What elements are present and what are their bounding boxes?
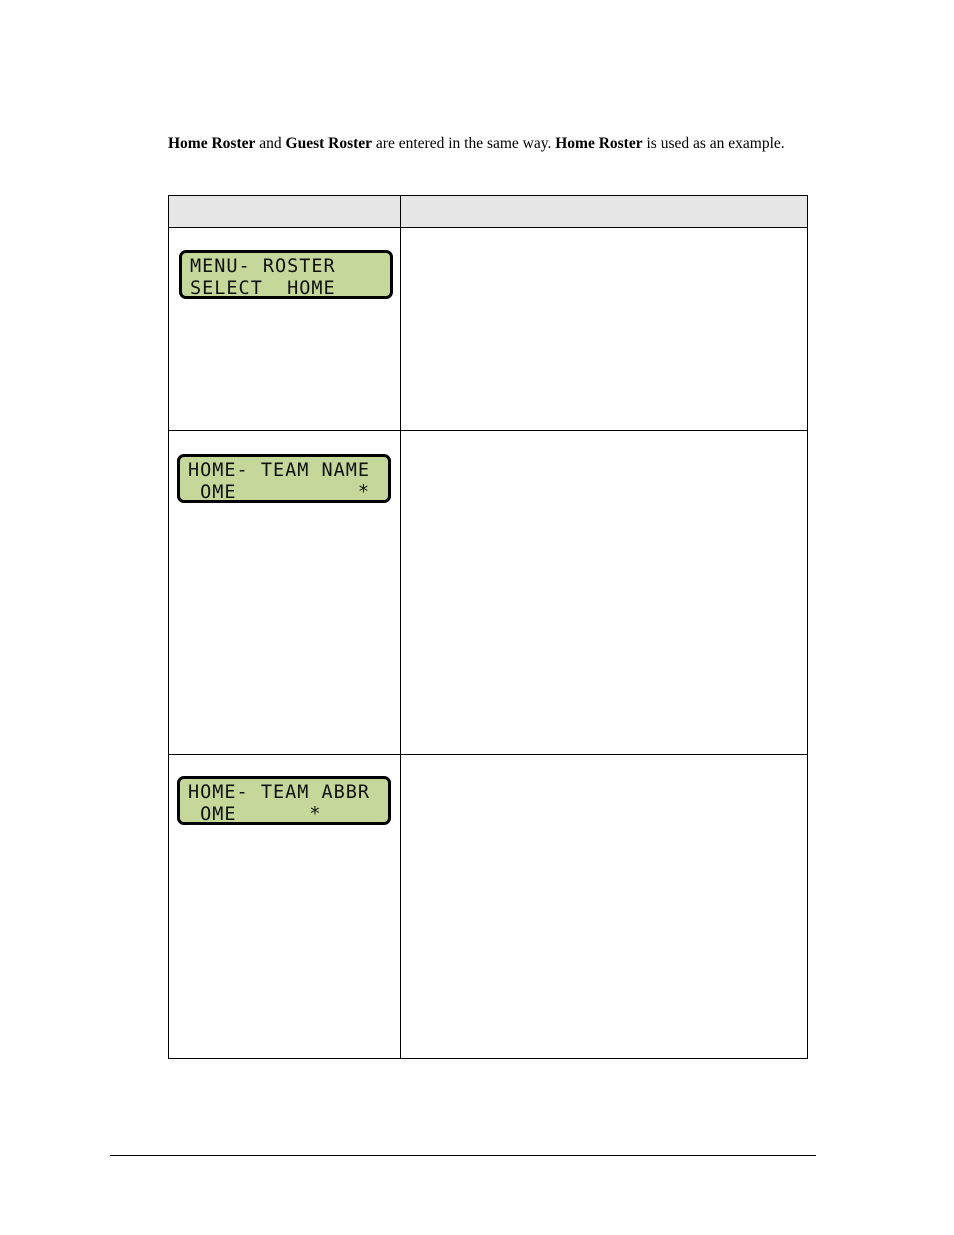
intro-bold-home-roster-2: Home Roster [555,135,643,152]
lcd-display [179,250,393,299]
intro-text-3: is used as an example. [642,135,785,152]
action-cell [401,228,808,431]
roster-steps-table [168,195,808,1059]
intro-paragraph [168,133,798,154]
lcd-line-1: HOME- TEAM ABBR [188,782,371,803]
table-row [169,431,808,755]
lcd-line-1: HOME- TEAM NAME [188,460,371,481]
header-display-cell [169,196,401,228]
lcd-display [177,454,391,503]
table-row [169,228,808,431]
header-action-cell [401,196,808,228]
action-cell [401,755,808,1059]
display-cell [169,228,401,431]
lcd-line-2: _OME * [188,482,371,503]
table-row [169,755,808,1059]
intro-bold-home-roster: Home Roster [168,135,256,152]
intro-text-1: and [255,135,286,152]
lcd-line-1: MENU- ROSTER [190,256,336,277]
footer-rule [110,1155,816,1156]
action-cell [401,431,808,755]
display-cell [169,755,401,1059]
intro-bold-guest-roster: Guest Roster [285,135,373,152]
display-cell [169,431,401,755]
lcd-line-2: SELECT HOME [190,278,336,299]
lcd-display [177,776,391,825]
intro-text-2: are entered in the same way. [372,135,556,152]
table-header-row [169,196,808,228]
lcd-line-2: _OME * [188,804,322,825]
